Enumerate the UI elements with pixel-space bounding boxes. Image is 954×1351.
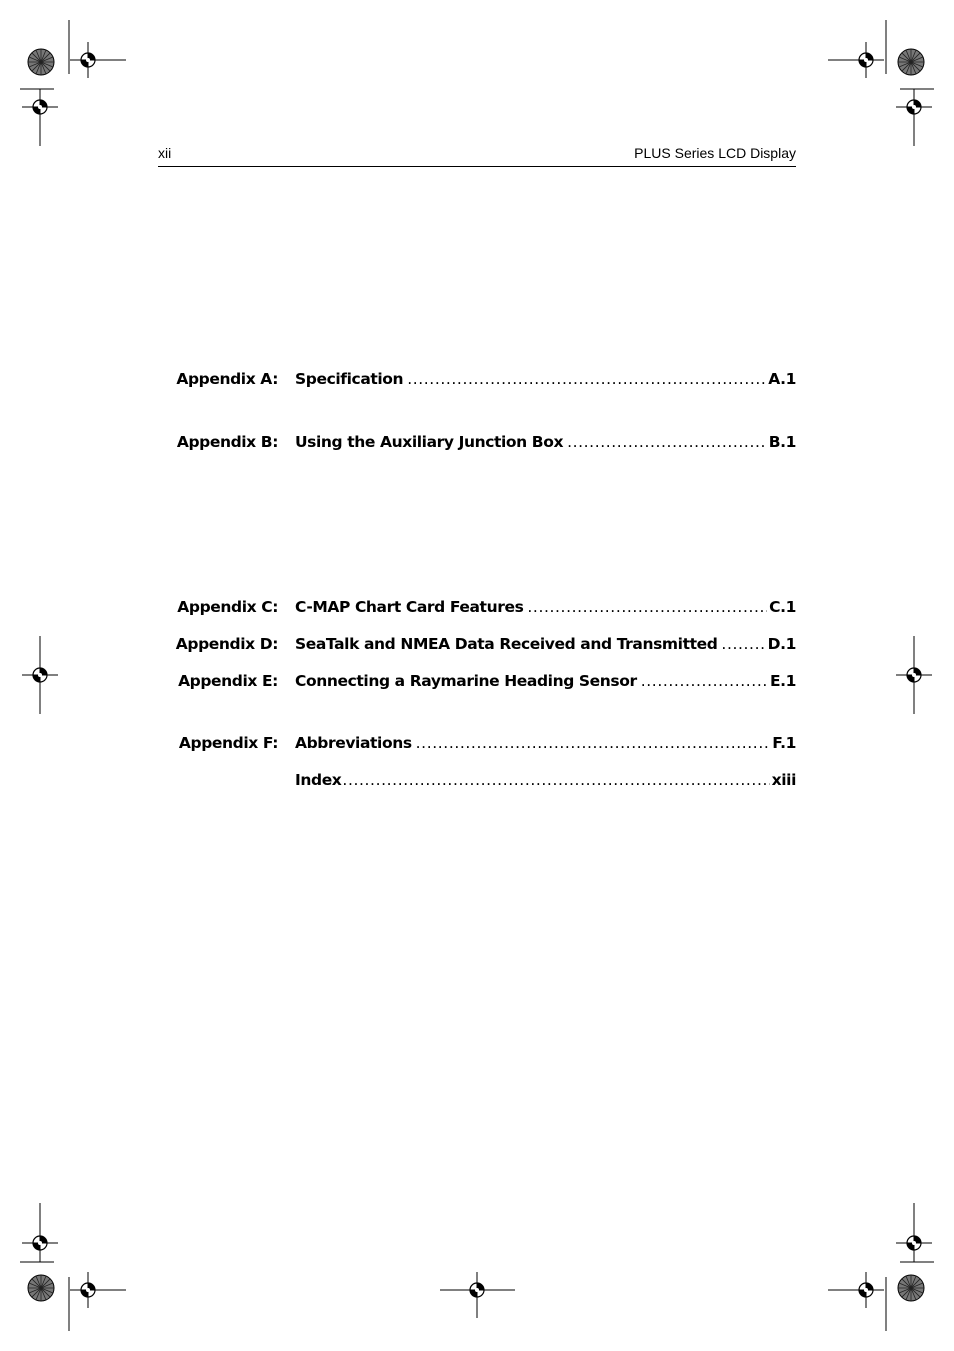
toc-entry-page: F.1 <box>772 734 796 752</box>
toc-entry-title: Connecting a Raymarine Heading Sensor <box>295 672 637 690</box>
dot-leader <box>407 370 766 388</box>
dot-leader <box>527 598 767 616</box>
page-number: xii <box>158 145 172 161</box>
toc-entry-title: C-MAP Chart Card Features <box>295 598 524 616</box>
toc-entry-appendix-c[interactable] <box>170 595 796 621</box>
dot-leader <box>721 635 765 653</box>
toc-entry-index[interactable] <box>170 768 796 794</box>
toc-entry-page: D.1 <box>767 635 796 653</box>
toc-entry-appendix-d[interactable] <box>170 632 796 658</box>
dot-leader <box>416 734 771 752</box>
toc-entry-title: Using the Auxiliary Junction Box <box>295 433 564 451</box>
toc-entry-page: E.1 <box>769 672 796 690</box>
toc-entry-appendix-e[interactable] <box>170 669 796 695</box>
dot-leader <box>641 672 768 690</box>
toc-entry-page: A.1 <box>768 370 796 388</box>
toc-entry-label: Appendix C: <box>177 598 278 616</box>
toc-entry-label: Appendix E: <box>178 672 278 690</box>
toc-entry-page: C.1 <box>769 598 796 616</box>
toc-entry-page: B.1 <box>768 433 796 451</box>
toc-entry-label: Appendix F: <box>178 734 278 752</box>
toc-entry-title: Abbreviations <box>295 734 412 752</box>
toc-entry-label: Appendix B: <box>176 433 278 451</box>
document-title: PLUS Series LCD Display <box>634 145 796 161</box>
toc-entry-label: Appendix D: <box>175 635 278 653</box>
toc-entry-label: Appendix A: <box>176 370 278 388</box>
toc-entry-title: Specification <box>295 370 404 388</box>
toc-entry-title: Index <box>295 771 342 789</box>
dot-leader <box>342 771 769 789</box>
toc-entry-page: xiii <box>771 771 796 789</box>
toc-entry-appendix-b[interactable] <box>170 430 796 456</box>
toc-entry-appendix-f[interactable] <box>170 731 796 757</box>
toc-entry-title: SeaTalk and NMEA Data Received and Transmitted <box>295 635 718 653</box>
toc-entry-appendix-a[interactable] <box>170 367 796 393</box>
dot-leader <box>567 433 767 451</box>
running-header <box>158 143 796 167</box>
